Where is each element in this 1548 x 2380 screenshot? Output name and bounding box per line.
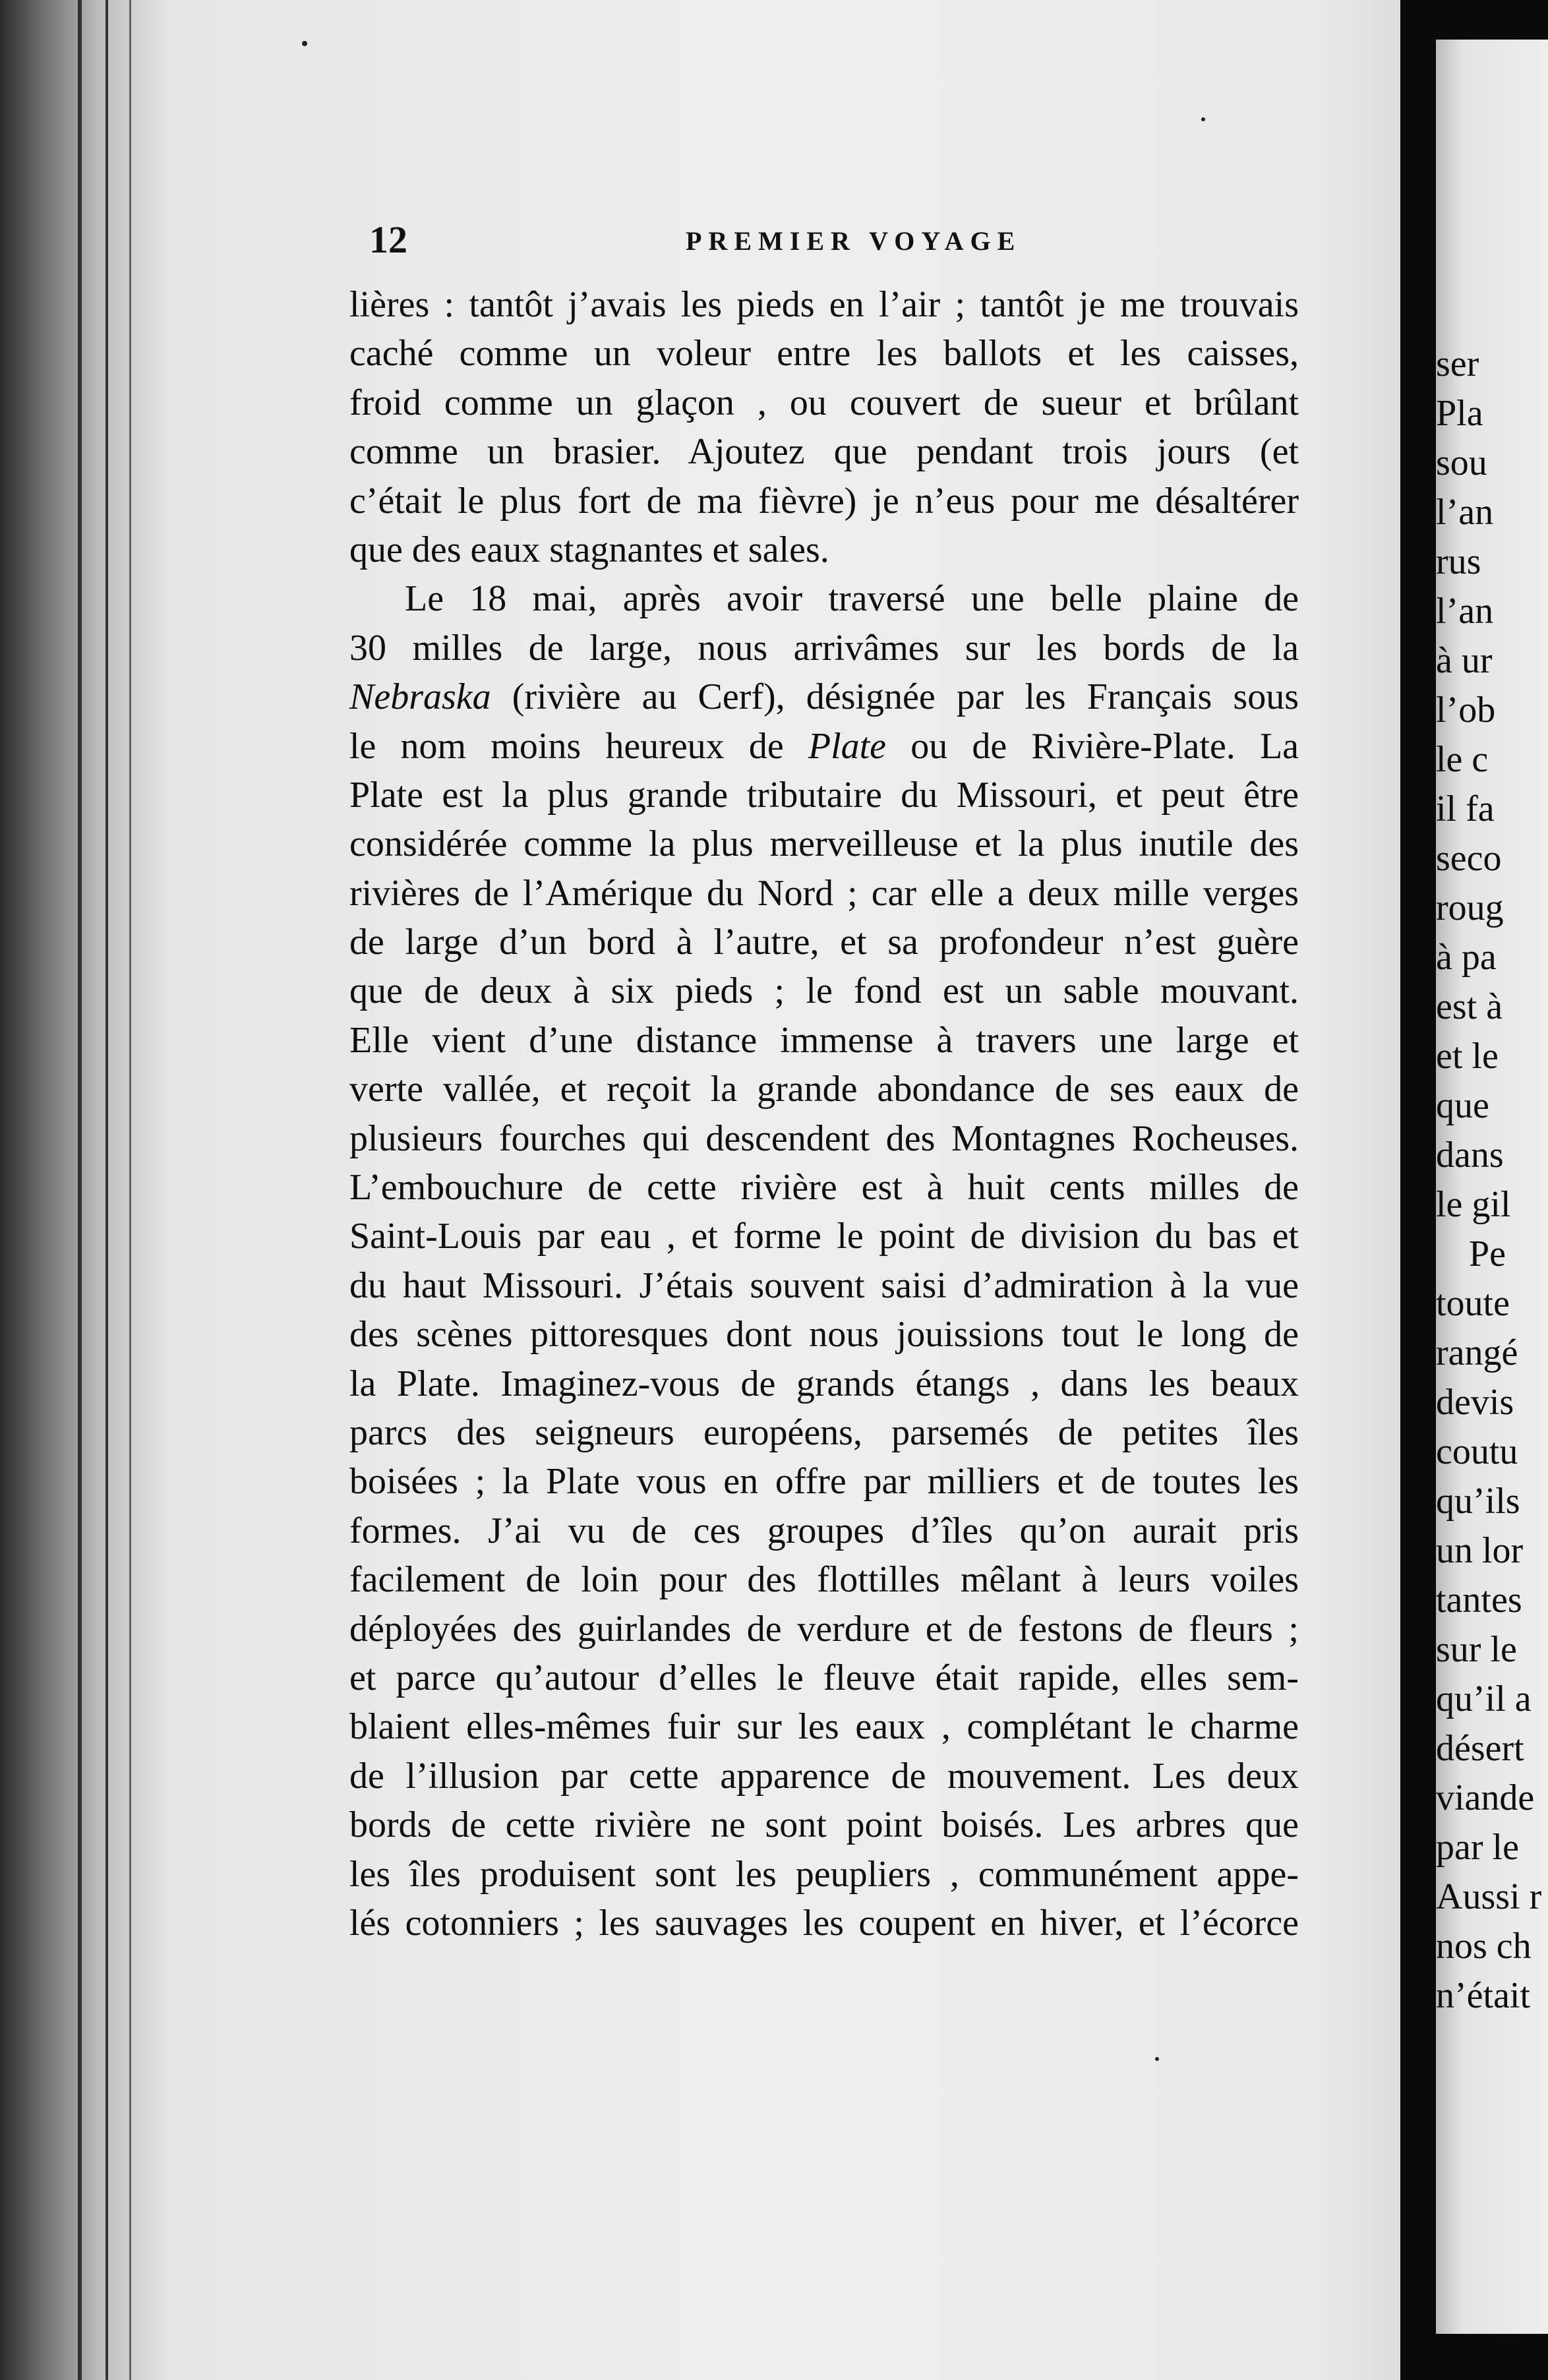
text-line: la Plate. Imaginez-vous de grands étangs , dans les beaux (349, 1363, 1299, 1404)
right-text-line: désert (1436, 1728, 1524, 1769)
right-text-line: l’an (1436, 492, 1494, 533)
text-line: facilement de loin pour des flottilles mêlant à leurs voiles (349, 1559, 1299, 1601)
right-text-line: sur le (1436, 1629, 1517, 1670)
binding-edge (105, 0, 108, 2380)
right-text-line: à ur (1436, 640, 1493, 681)
right-text-line: que (1436, 1085, 1489, 1126)
right-text-line: n’était (1436, 1975, 1531, 2016)
right-text-line: dans (1436, 1135, 1504, 1175)
right-text-line: toute (1436, 1283, 1510, 1324)
right-text-line: roug (1436, 887, 1504, 928)
right-text-line: il fa (1436, 788, 1495, 829)
scan-speck (302, 41, 307, 46)
right-text-line: viande (1436, 1777, 1535, 1818)
text-line: Plate est la plus grande tributaire du Missouri, et peut être (349, 774, 1299, 816)
right-text-line: le gil (1436, 1184, 1511, 1225)
right-text-line: le c (1436, 739, 1489, 780)
text-line: les îles produisent sont les peupliers , communément appe- (349, 1853, 1299, 1895)
text-line: de l’illusion par cette apparence de mouvement. Les deux (349, 1755, 1299, 1797)
text-line: c’était le plus fort de ma fièvre) je n’eus pour me désaltérer (349, 480, 1299, 521)
page-header (369, 218, 1305, 270)
text-line: que des eaux stagnantes et sales. (349, 529, 829, 570)
text-line: rivières de l’Amérique du Nord ; car elle a deux mille verges (349, 872, 1299, 914)
text-line: caché comme un voleur entre les ballots et les caisses, (349, 333, 1299, 374)
text-line: froid comme un glaçon , ou couvert de sueur et brûlant (349, 382, 1299, 423)
right-page-text (1436, 340, 1548, 2021)
scan-speck (1155, 2057, 1159, 2061)
text-line: blaient elles-mêmes fuir sur les eaux , complétant le charme (349, 1706, 1299, 1748)
text-line: des scènes pittoresques dont nous jouissions tout le long de (349, 1314, 1299, 1355)
text-line: bords de cette rivière ne sont point boisés. Les arbres que (349, 1804, 1299, 1846)
right-text-line: est à (1436, 986, 1503, 1027)
text-line: L’embouchure de cette rivière est à huit cents milles de (349, 1167, 1299, 1208)
text-line: 30 milles de large, nous arrivâmes sur les bords de la (349, 627, 1299, 669)
text-line: Elle vient d’une distance immense à travers une large et (349, 1019, 1299, 1061)
text-line: boisées ; la Plate vous en offre par milliers et de toutes les (349, 1461, 1299, 1502)
binding-edge (129, 0, 131, 2380)
running-title: PREMIER VOYAGE (686, 226, 1022, 256)
text-line: du haut Missouri. J’étais souvent saisi d’admiration à la vue (349, 1264, 1299, 1306)
right-text-line: devis (1436, 1382, 1514, 1423)
text-line: déployées des guirlandes de verdure et de festons de fleurs ; (349, 1608, 1299, 1650)
scan-speck (1201, 117, 1205, 121)
text-line: formes. J’ai vu de ces groupes d’îles qu’on aurait pris (349, 1510, 1299, 1551)
right-text-line: seco (1436, 838, 1502, 879)
text-fragment: ou de Rivière-Plate. La (886, 725, 1299, 767)
right-text-line: ser (1436, 343, 1479, 384)
text-line: plusieurs fourches qui descendent des Montagnes Rocheuses. (349, 1117, 1299, 1159)
text-fragment: (rivière au Cerf), désignée par les Français sous (491, 676, 1299, 718)
right-text-line: l’ob (1436, 690, 1496, 730)
text-line (349, 672, 1299, 721)
right-text-line: nos ch (1436, 1926, 1532, 1967)
text-line: de large d’un bord à l’autre, et sa profondeur n’est guère (349, 922, 1299, 963)
right-text-line: qu’ils (1436, 1481, 1520, 1522)
right-text-line: Pe (1469, 1234, 1506, 1274)
right-text-line: l’an (1436, 591, 1494, 632)
right-text-line: à pa (1436, 937, 1497, 978)
right-text-line: rangé (1436, 1332, 1518, 1373)
text-line: parcs des seigneurs européens, parsemés de petites îles (349, 1412, 1299, 1453)
text-line: verte vallée, et reçoit la grande abondance de ses eaux de (349, 1069, 1299, 1110)
text-line: que de deux à six pieds ; le fond est un sable mouvant. (349, 970, 1299, 1012)
right-text-line: sou (1436, 442, 1487, 483)
body-text (349, 280, 1299, 1948)
text-line: lières : tantôt j’avais les pieds en l’air ; tantôt je me trouvais (349, 284, 1299, 325)
text-fragment: le nom moins heureux de (349, 725, 784, 767)
page-number: 12 (369, 218, 407, 261)
right-text-line: un lor (1436, 1530, 1524, 1571)
right-text-line: tantes (1436, 1580, 1522, 1621)
italic-word: Plate (808, 725, 887, 767)
text-line: et parce qu’autour d’elles le fleuve était rapide, elles sem- (349, 1657, 1299, 1698)
text-line: Le 18 mai, après avoir traversé une belle plaine de (405, 578, 1299, 620)
right-text-line: qu’il a (1436, 1679, 1532, 1719)
right-text-line: Aussi r (1436, 1876, 1542, 1917)
right-text-line: par le (1436, 1827, 1519, 1868)
right-text-line: coutu (1436, 1431, 1518, 1472)
right-page (1436, 40, 1548, 2334)
text-line: lés cotonniers ; les sauvages les coupent en hiver, et l’écorce (349, 1902, 1299, 1944)
right-text-line: Pla (1436, 393, 1483, 434)
right-text-line: et le (1436, 1036, 1499, 1077)
text-line: Saint-Louis par eau , et forme le point de division du bas et (349, 1216, 1299, 1257)
right-text-line: rus (1436, 541, 1481, 582)
text-line: comme un brasier. Ajoutez que pendant trois jours (et (349, 431, 1299, 473)
binding-edge (78, 0, 82, 2380)
italic-word: Nebraska (349, 676, 491, 718)
text-line (349, 722, 1299, 771)
text-line: considérée comme la plus merveilleuse et la plus inutile des (349, 823, 1299, 865)
